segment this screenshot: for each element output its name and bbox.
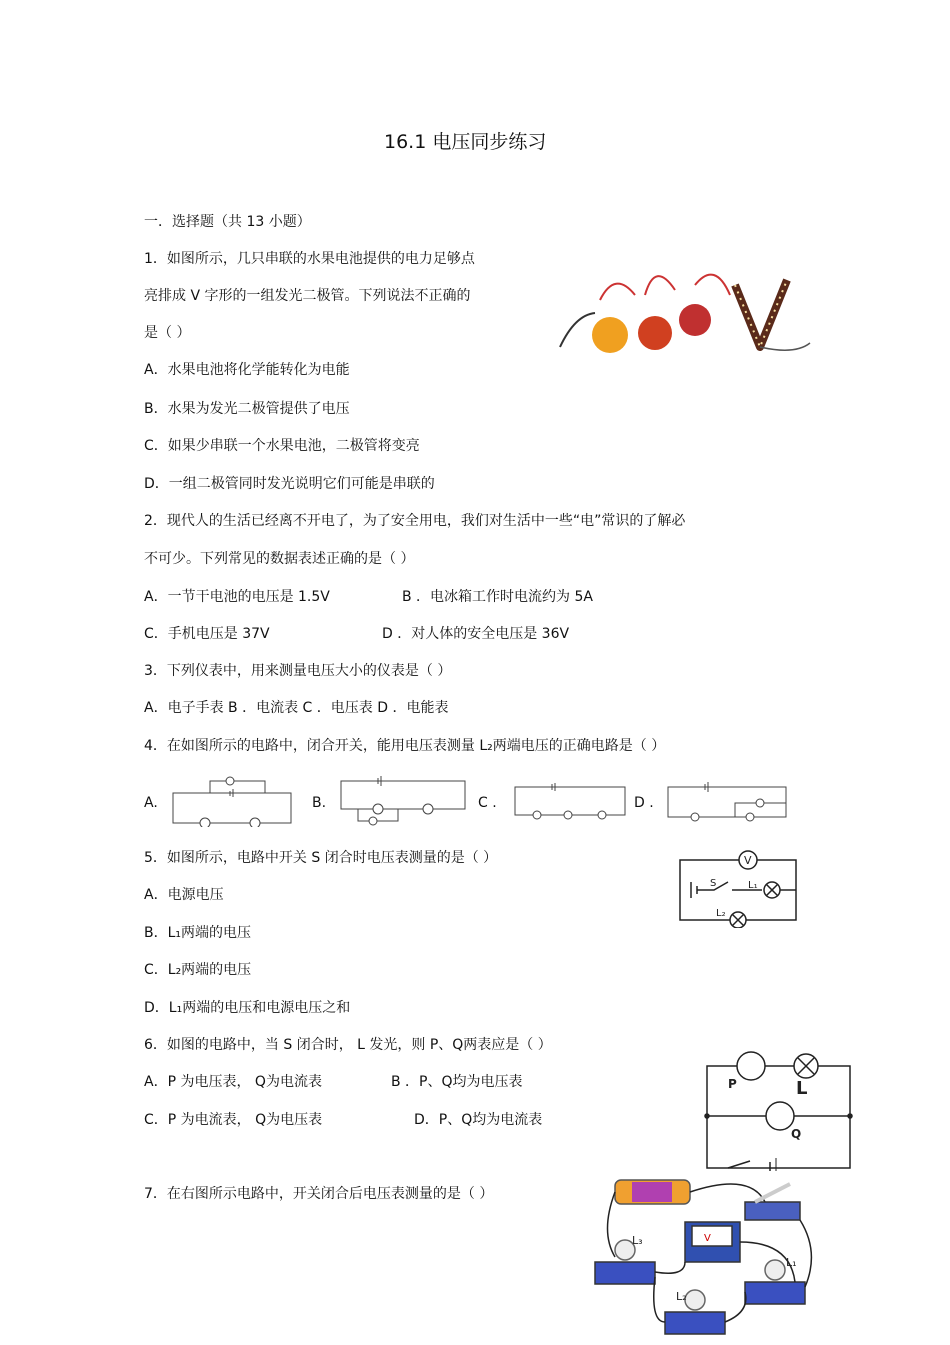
q6-line: 6．如图的电路中，当 S 闭合时， L 发光，则 P、Q两表应是（ ） (144, 1037, 552, 1053)
q4-label-b: B. (312, 795, 327, 811)
q2-line-1: 2．现代人的生活已经离不开电了，为了安全用电，我们对生活中一些“电”常识的了解必 (144, 513, 686, 529)
q3-line: 3．下列仪表中，用来测量电压大小的仪表是（ ） (144, 663, 452, 679)
q7-line: 7．在右图所示电路中，开关闭合后电压表测量的是（ ） (144, 1186, 494, 1202)
q5-l1-label: L₁ (748, 880, 758, 891)
fruit-battery-figure (555, 255, 815, 355)
q7-l3-label: L₃ (632, 1234, 643, 1247)
q4-circuit-c (512, 783, 628, 821)
q1-option-c: C．如果少串联一个水果电池，二极管将变亮 (144, 438, 420, 454)
q7-voltmeter-label: V (704, 1233, 711, 1244)
q6-circuit-figure (700, 1046, 855, 1171)
q6-option-b: B ．P、Q均为电压表 (391, 1074, 523, 1090)
q5-voltmeter-label: V (744, 854, 752, 867)
q4-label-c: C . (478, 795, 497, 811)
q4-label-a: A. (144, 795, 158, 811)
q4-label-d: D . (634, 795, 654, 811)
q7-l2-label: L₂ (676, 1290, 687, 1303)
q5-option-d: D．L₁两端的电压和电源电压之和 (144, 1000, 351, 1016)
q2-line-2: 不可少。下列常见的数据表述正确的是（ ） (144, 551, 415, 567)
q2-option-c: C．手机电压是 37V (144, 626, 270, 642)
q4-circuit-b (338, 775, 468, 830)
section-heading: 一．选择题（共 13 小题） (144, 214, 311, 230)
q4-circuit-d (665, 781, 790, 823)
q5-option-c: C．L₂两端的电压 (144, 962, 252, 978)
q6-p-label: P (728, 1077, 737, 1091)
q6-l-label: L (796, 1078, 808, 1099)
q1-line-2: 亮排成 V 字形的一组发光二极管。下列说法不正确的 (144, 288, 471, 304)
q1-option-b: B．水果为发光二极管提供了电压 (144, 401, 350, 417)
q3-options: A．电子手表 B ．电流表 C ．电压表 D ．电能表 (144, 700, 449, 716)
q5-line: 5．如图所示，电路中开关 S 闭合时电压表测量的是（ ） (144, 850, 498, 866)
q1-option-a: A．水果电池将化学能转化为电能 (144, 362, 350, 378)
q1-line-1: 1．如图所示，几只串联的水果电池提供的电力足够点 (144, 251, 475, 267)
q7-l1-label: L₁ (786, 1256, 797, 1269)
q5-circuit-figure (676, 848, 801, 928)
q7-apparatus-figure (590, 1172, 820, 1342)
page-title: 16.1 电压同步练习 (384, 131, 547, 153)
q2-option-d: D ．对人体的安全电压是 36V (382, 626, 570, 642)
q4-circuit-a (170, 775, 295, 827)
q2-option-a: A．一节干电池的电压是 1.5V (144, 589, 330, 605)
q6-option-a: A．P 为电压表， Q为电流表 (144, 1074, 322, 1090)
q5-l2-label: L₂ (716, 908, 726, 919)
q6-q-label: Q (791, 1127, 802, 1141)
q6-option-c: C．P 为电流表， Q为电压表 (144, 1112, 323, 1128)
q5-option-a: A．电源电压 (144, 887, 224, 903)
q6-option-d: D．P、Q均为电流表 (414, 1112, 543, 1128)
q5-option-b: B．L₁两端的电压 (144, 925, 252, 941)
q2-option-b: B ．电冰箱工作时电流约为 5A (402, 589, 593, 605)
q4-line: 4．在如图所示的电路中，闭合开关，能用电压表测量 L₂两端电压的正确电路是（ ） (144, 738, 666, 754)
q5-switch-label: S (710, 878, 717, 889)
q1-option-d: D．一组二极管同时发光说明它们可能是串联的 (144, 476, 435, 492)
q1-line-3: 是（ ） (144, 325, 191, 341)
